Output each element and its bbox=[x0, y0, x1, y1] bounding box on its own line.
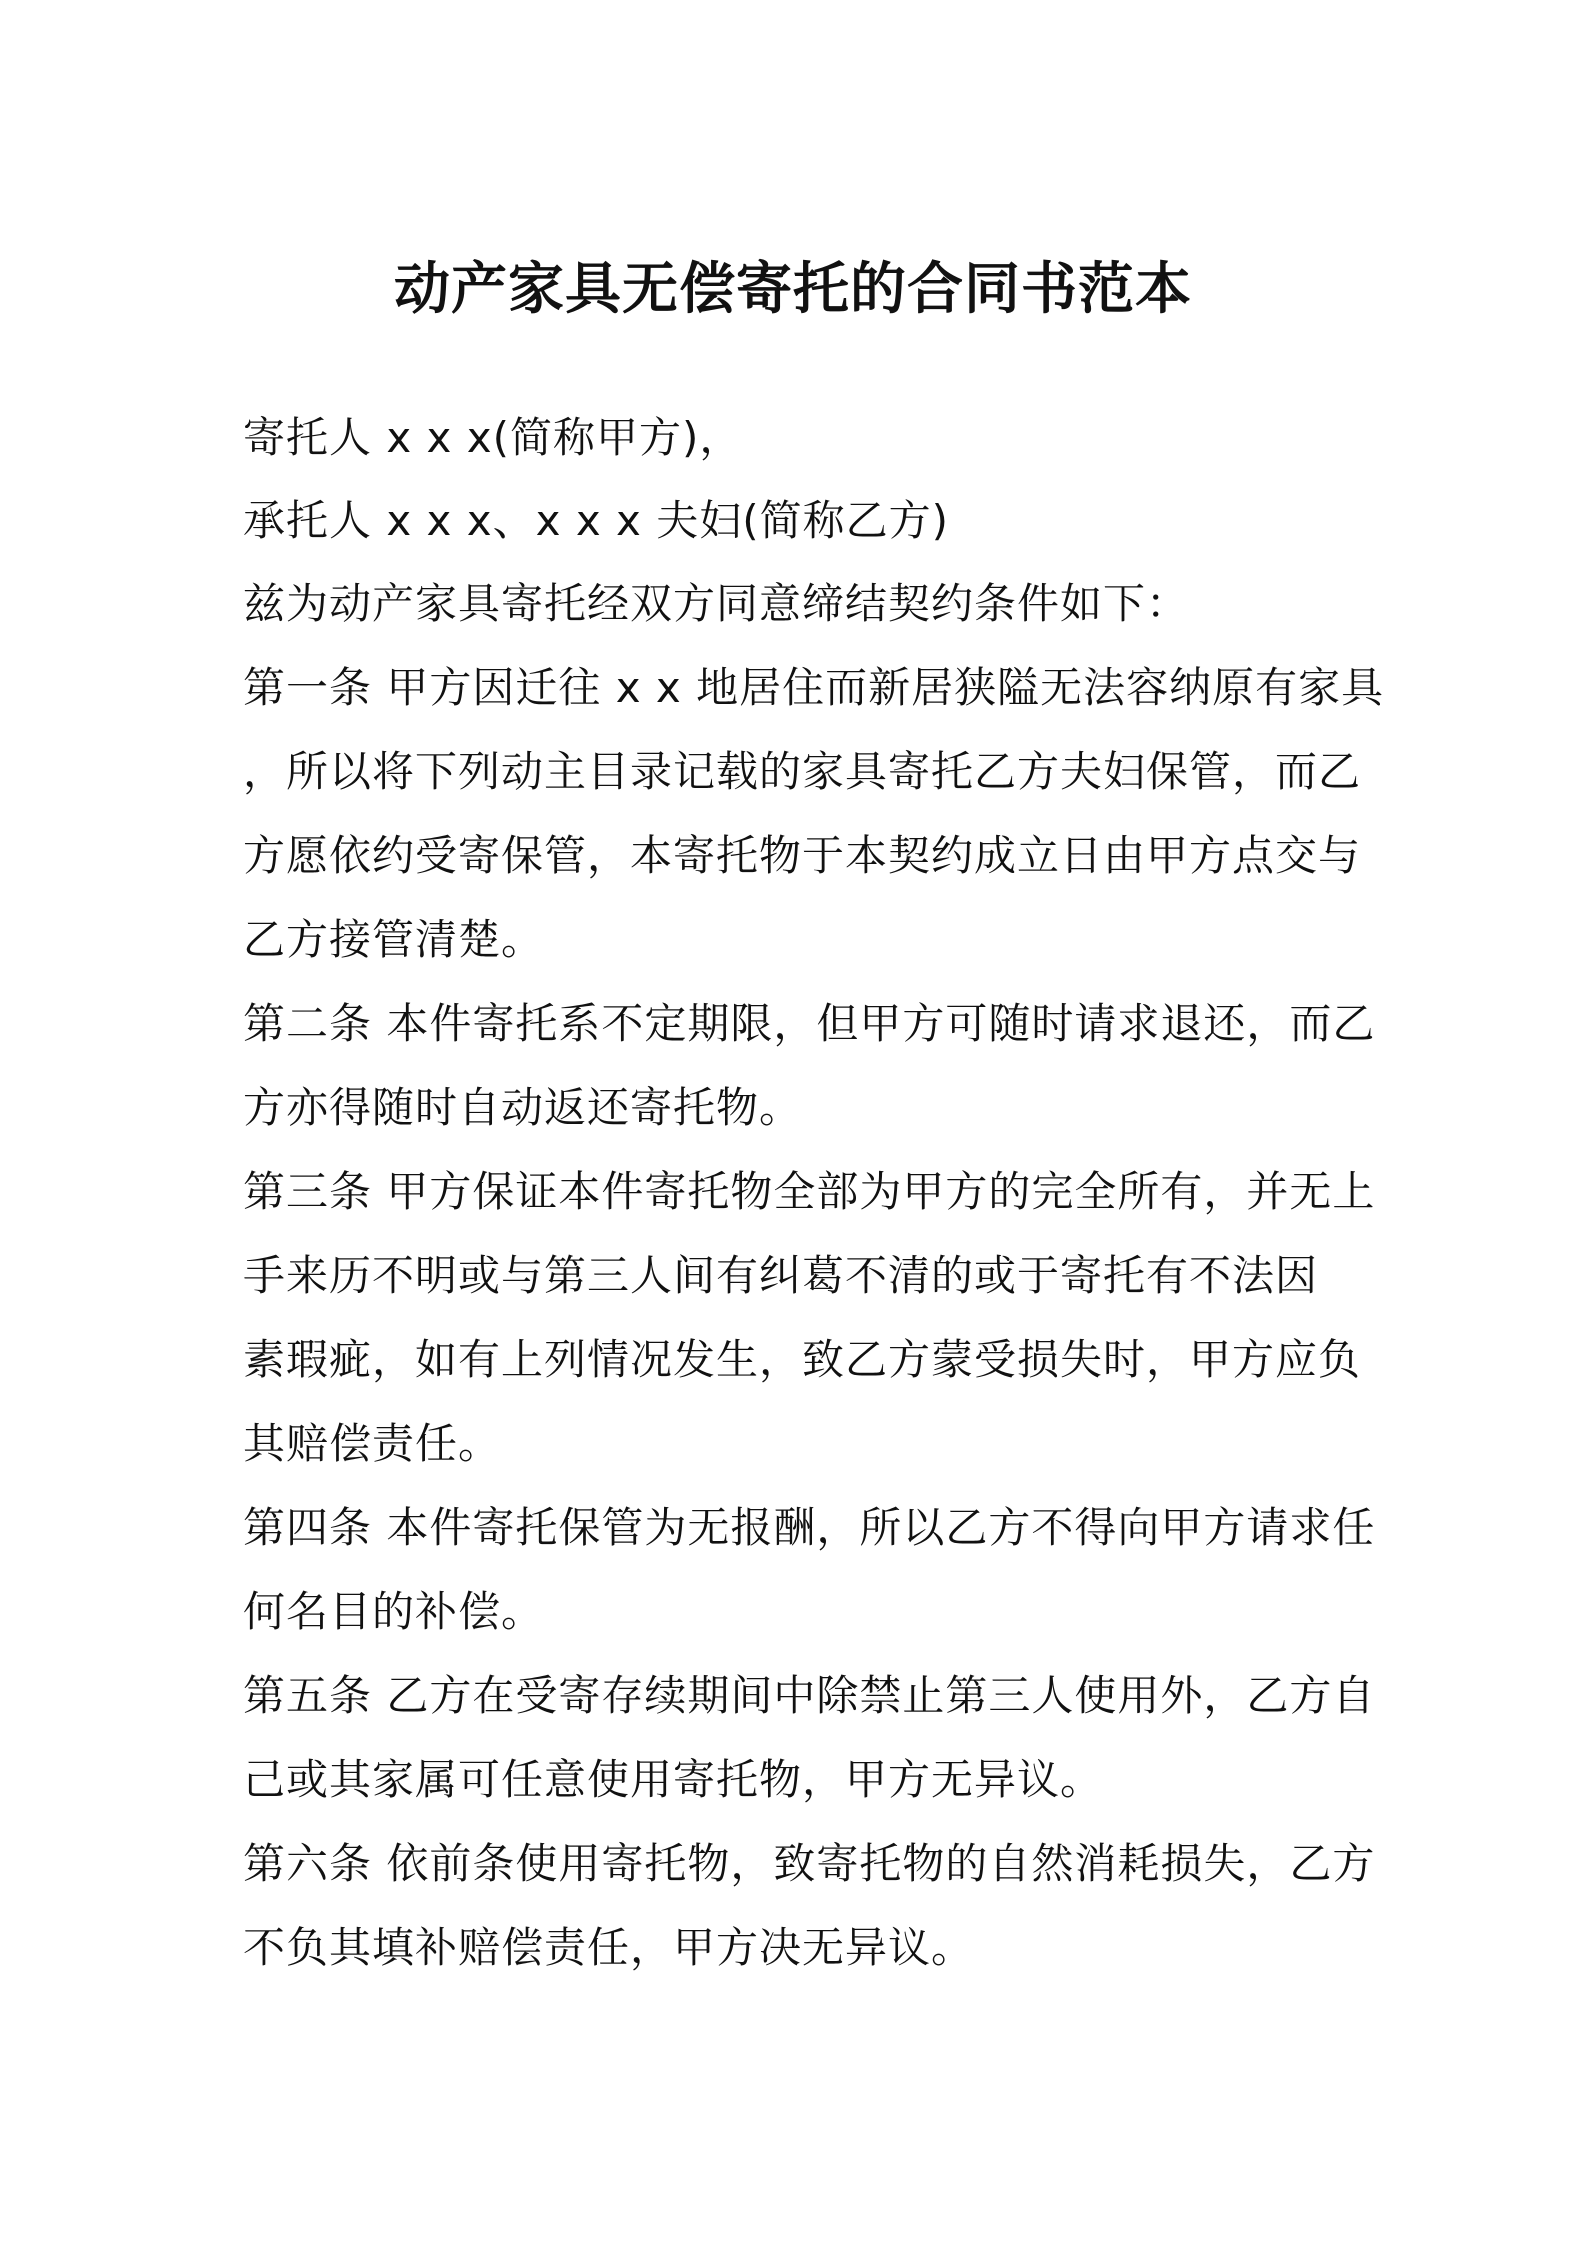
text-line: 己或其家属可任意使用寄托物，甲方无异议。 bbox=[243, 1755, 1104, 1804]
text-line: 素瑕疵，如有上列情况发生，致乙方蒙受损失时，甲方应负 bbox=[243, 1335, 1362, 1384]
text-line: 第六条 依前条使用寄托物，致寄托物的自然消耗损失，乙方 bbox=[243, 1839, 1376, 1888]
text-line: 第一条 甲方因迁往 x x 地居住而新居狭隘无法容纳原有家具 bbox=[243, 663, 1385, 712]
text-line: 方亦得随时自动返还寄托物。 bbox=[243, 1083, 803, 1132]
text-line: 其赔偿责任。 bbox=[243, 1419, 502, 1468]
document-title: 动产家具无偿寄托的合同书范本 bbox=[394, 257, 1192, 322]
text-line: 何名目的补偿。 bbox=[243, 1587, 545, 1636]
text-line: 第四条 本件寄托保管为无报酬，所以乙方不得向甲方请求任 bbox=[243, 1503, 1376, 1552]
text-line: 承托人 x x x、x x x 夫妇(简称乙方) bbox=[243, 496, 950, 545]
text-line: 方愿依约受寄保管，本寄托物于本契约成立日由甲方点交与 bbox=[243, 831, 1362, 880]
text-line: 第二条 本件寄托系不定期限，但甲方可随时请求退还，而乙 bbox=[243, 999, 1376, 1048]
text-line: 寄托人 x x x(简称甲方)， bbox=[243, 413, 743, 462]
text-line: 不负其填补赔偿责任，甲方决无异议。 bbox=[243, 1923, 975, 1972]
text-line: 乙方接管清楚。 bbox=[243, 915, 545, 964]
text-line: 第三条 甲方保证本件寄托物全部为甲方的完全所有，并无上 bbox=[243, 1167, 1376, 1216]
text-line: 手来历不明或与第三人间有纠葛不清的或于寄托有不法因 bbox=[243, 1251, 1319, 1300]
text-line: ，所以将下列动主目录记载的家具寄托乙方夫妇保管，而乙 bbox=[243, 747, 1362, 796]
text-line: 兹为动产家具寄托经双方同意缔结契约条件如下： bbox=[243, 579, 1190, 628]
text-line: 第五条 乙方在受寄存续期间中除禁止第三人使用外，乙方自 bbox=[243, 1671, 1376, 1720]
